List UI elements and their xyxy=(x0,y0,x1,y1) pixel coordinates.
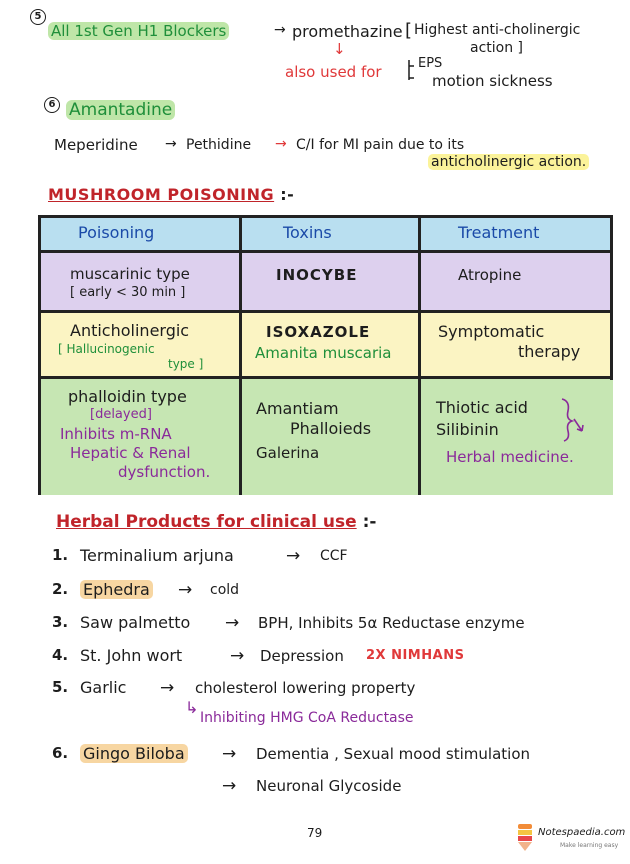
anticholinergic-action-text: anticholinergic action. xyxy=(428,154,589,170)
use-eps: EPS xyxy=(418,56,443,71)
herbal-heading-text: Herbal Products for clinical use xyxy=(56,512,357,532)
arrow-right-icon: → xyxy=(286,546,301,566)
amantadine-heading: Amantadine xyxy=(66,100,175,120)
table-border-top xyxy=(38,215,613,218)
table-divider-vertical xyxy=(239,215,242,495)
poisoning-cell: dysfunction. xyxy=(118,463,211,481)
item-number-6: 6 xyxy=(44,97,60,113)
herb-use: Depression xyxy=(260,647,344,665)
mushroom-heading-text: MUSHROOM POISONING xyxy=(48,185,275,204)
highest-anticholinergic-line2: action ] xyxy=(470,40,524,56)
header-treatment: Treatment xyxy=(458,223,540,242)
arrow-right-icon: → xyxy=(230,646,245,666)
herb-name: Gingo Biloba xyxy=(80,744,188,763)
herb-use: Dementia , Sexual mood stimulation xyxy=(256,745,530,763)
herbal-heading-suffix: :- xyxy=(362,512,377,532)
arrow-right-icon: → xyxy=(274,22,286,38)
arrow-right-icon: → xyxy=(178,580,193,600)
arrow-right-icon: → xyxy=(165,136,177,152)
herb-use: BPH, Inhibits 5α Reductase enzyme xyxy=(258,614,525,632)
herb-note: 2X NIMHANS xyxy=(366,648,465,663)
list-item-number: 1. xyxy=(52,546,69,564)
poisoning-cell: Inhibits m-RNA xyxy=(60,425,172,443)
herb-name: St. John wort xyxy=(80,646,183,665)
treatment-cell: Atropine xyxy=(458,266,522,284)
table-divider xyxy=(38,310,613,313)
list-item-number: 3. xyxy=(52,613,69,631)
table-border-right xyxy=(610,215,613,380)
list-item-number: 5. xyxy=(52,678,69,696)
treatment-cell: therapy xyxy=(518,342,581,361)
herb-use: Neuronal Glycoside xyxy=(256,777,402,795)
item-number-5: 5 xyxy=(30,9,46,25)
table-divider xyxy=(38,376,613,379)
herbal-heading xyxy=(56,512,376,532)
treatment-cell: Herbal medicine. xyxy=(446,448,574,466)
use-motion-sickness: motion sickness xyxy=(432,72,553,90)
h1-blockers-label: All 1st Gen H1 Blockers xyxy=(48,22,229,40)
poisoning-cell: [delayed] xyxy=(90,407,152,422)
herb-name: Terminalium arjuna xyxy=(80,546,234,565)
poisoning-cell: muscarinic type xyxy=(70,265,190,283)
ci-mi-pain-text: C/I for MI pain due to its xyxy=(296,137,465,153)
also-used-for-label: also used for xyxy=(285,63,382,81)
highest-anticholinergic-line1: Highest anti-cholinergic xyxy=(414,22,581,38)
down-arrow-icon: ↓ xyxy=(333,40,346,58)
treatment-cell: Thiotic acid xyxy=(436,398,528,417)
mushroom-heading-suffix: :- xyxy=(280,185,295,204)
poisoning-cell: [ early < 30 min ] xyxy=(70,285,186,300)
herb-name: Ephedra xyxy=(80,580,153,599)
poisoning-cell: Anticholinergic xyxy=(70,321,190,340)
toxin-cell: INOCYBE xyxy=(276,266,358,284)
mushroom-heading xyxy=(48,185,294,204)
toxin-cell: Amantiam xyxy=(256,399,339,418)
meperidine-text: Meperidine xyxy=(54,136,138,154)
list-item-number: 2. xyxy=(52,580,69,598)
page-number: 79 xyxy=(307,826,323,840)
poisoning-cell: Hepatic & Renal xyxy=(70,444,191,462)
toxin-cell: Phalloieds xyxy=(290,419,372,438)
toxin-cell: Amanita muscaria xyxy=(255,344,392,362)
herb-use: CCF xyxy=(320,548,348,564)
arrow-right-icon: → xyxy=(225,613,240,633)
table-divider xyxy=(38,250,613,253)
bracket-open: [ xyxy=(405,20,413,41)
list-item-number: 6. xyxy=(52,744,69,762)
herb-name: Garlic xyxy=(80,678,127,697)
table-divider-vertical xyxy=(418,215,421,495)
herb-use: cholesterol lowering property xyxy=(195,679,416,697)
treatment-cell: Symptomatic xyxy=(438,322,545,341)
bracket-arrow-icon xyxy=(558,395,588,445)
header-toxins: Toxins xyxy=(283,223,332,242)
brand-name: Notespaedia.com xyxy=(538,827,626,838)
notespaedia-logo-icon xyxy=(514,822,536,852)
treatment-cell: Silibinin xyxy=(436,420,499,439)
arrow-right-icon: → xyxy=(222,776,237,796)
herb-use: cold xyxy=(210,582,240,598)
branch-arrow-icon xyxy=(402,58,416,84)
toxin-cell: ISOXAZOLE xyxy=(266,323,371,341)
poisoning-cell: type ] xyxy=(168,357,204,371)
arrow-right-icon: → xyxy=(222,744,237,764)
promethazine-text: promethazine xyxy=(292,22,403,41)
herb-name: Saw palmetto xyxy=(80,613,191,632)
mushroom-poisoning-table xyxy=(38,215,613,495)
pethidine-text: Pethidine xyxy=(186,137,252,153)
list-item-number: 4. xyxy=(52,646,69,664)
arrow-right-icon: → xyxy=(160,678,175,698)
poisoning-cell: [ Hallucinogenic xyxy=(58,342,155,356)
arrow-right-icon: → xyxy=(275,136,287,152)
header-poisoning: Poisoning xyxy=(78,223,155,242)
poisoning-cell: phalloidin type xyxy=(68,387,187,406)
herb-sub-use: Inhibiting HMG CoA Reductase xyxy=(200,710,414,726)
toxin-cell: Galerina xyxy=(256,444,320,462)
sub-arrow-icon: ↳ xyxy=(185,698,199,717)
brand-tagline: Make learning easy xyxy=(560,842,619,849)
table-border-left xyxy=(38,215,41,495)
